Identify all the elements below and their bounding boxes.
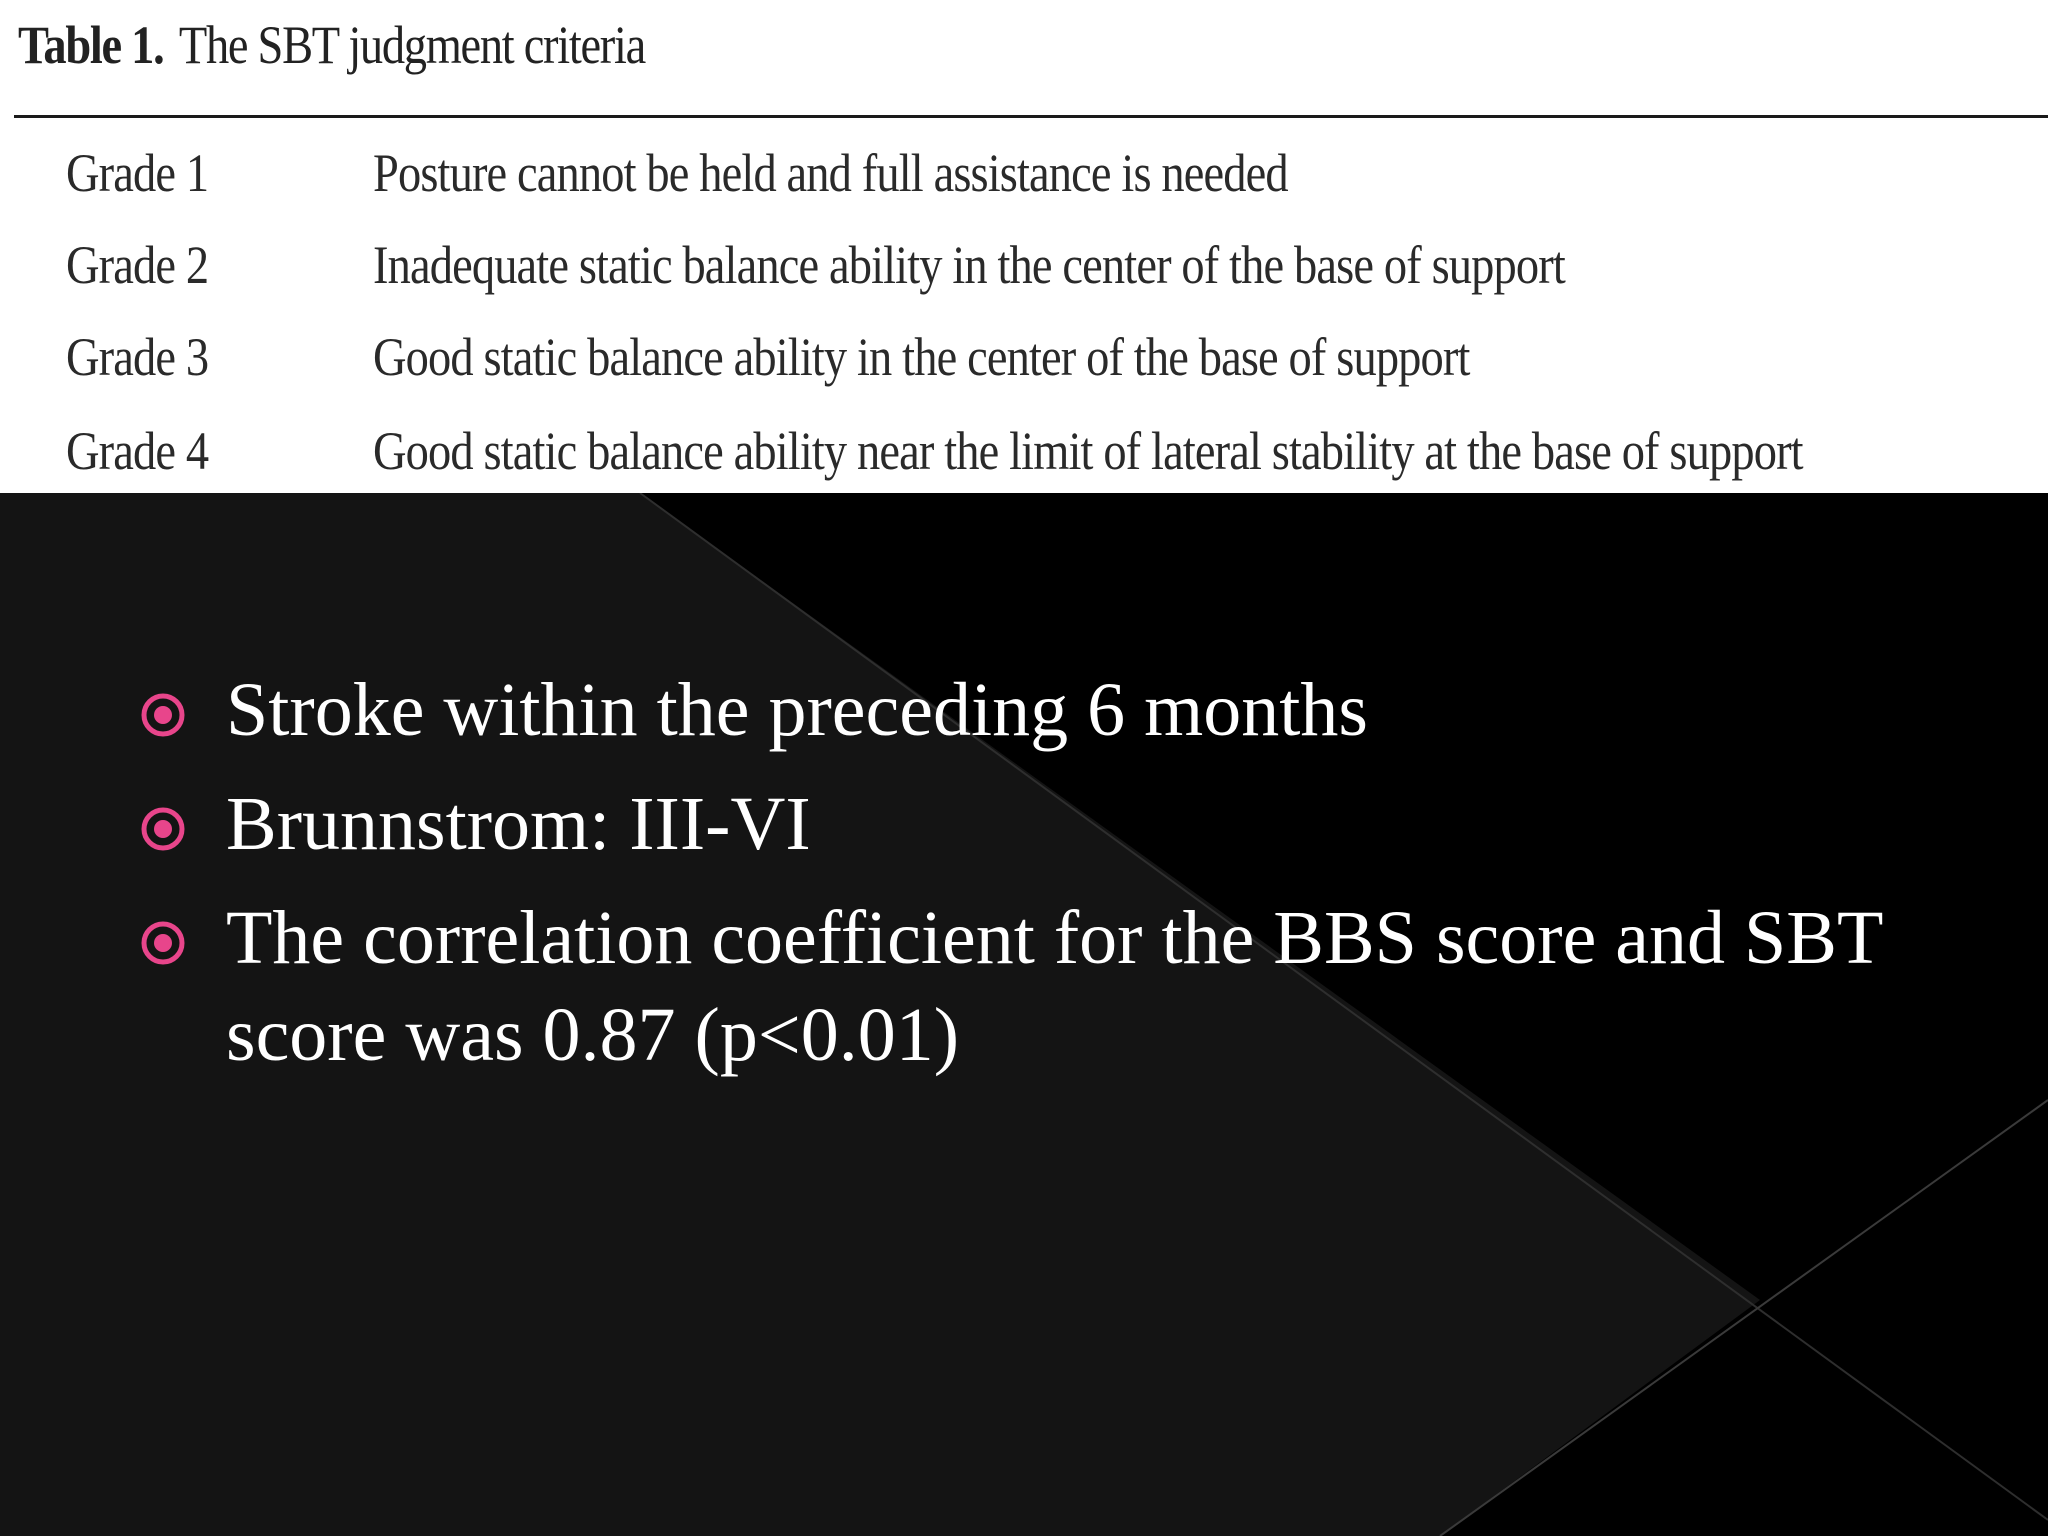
- bullet-text: The correlation coefficient for the BBS score and SBT score was 0.87 (p<0.01): [226, 896, 1883, 1077]
- table-row: [0, 326, 2048, 416]
- row-description: Posture cannot be held and full assistance is needed: [373, 143, 1288, 203]
- circled-dot-icon: [140, 806, 186, 852]
- table-row: [0, 142, 2048, 232]
- table-row: [0, 420, 2048, 510]
- circled-dot-icon: [140, 692, 186, 738]
- table-image: [0, 0, 2048, 493]
- row-grade: Grade 2: [66, 235, 209, 295]
- bullet-list: [140, 662, 1920, 1101]
- list-item: [140, 890, 1920, 1084]
- bullet-text: Stroke within the preceding 6 months: [226, 668, 1368, 752]
- row-grade: Grade 3: [66, 327, 209, 387]
- table-caption-title: The SBT judgment criteria: [178, 15, 645, 75]
- table-top-rule: [14, 115, 2048, 118]
- circled-dot-icon: [140, 920, 186, 966]
- list-item: [140, 776, 1920, 873]
- table-row: [0, 234, 2048, 324]
- row-description: Inadequate static balance ability in the center of the base of support: [373, 235, 1565, 295]
- row-grade: Grade 4: [66, 421, 209, 481]
- bullet-text: Brunnstrom: III-VI: [226, 782, 811, 866]
- table-caption: [18, 14, 645, 76]
- row-grade: Grade 1: [66, 143, 209, 203]
- row-description: Good static balance ability near the limit of lateral stability at the base of support: [373, 421, 1803, 481]
- row-description: Good static balance ability in the center of the base of support: [373, 327, 1470, 387]
- list-item: [140, 662, 1920, 759]
- table-caption-label: Table 1.: [18, 15, 164, 75]
